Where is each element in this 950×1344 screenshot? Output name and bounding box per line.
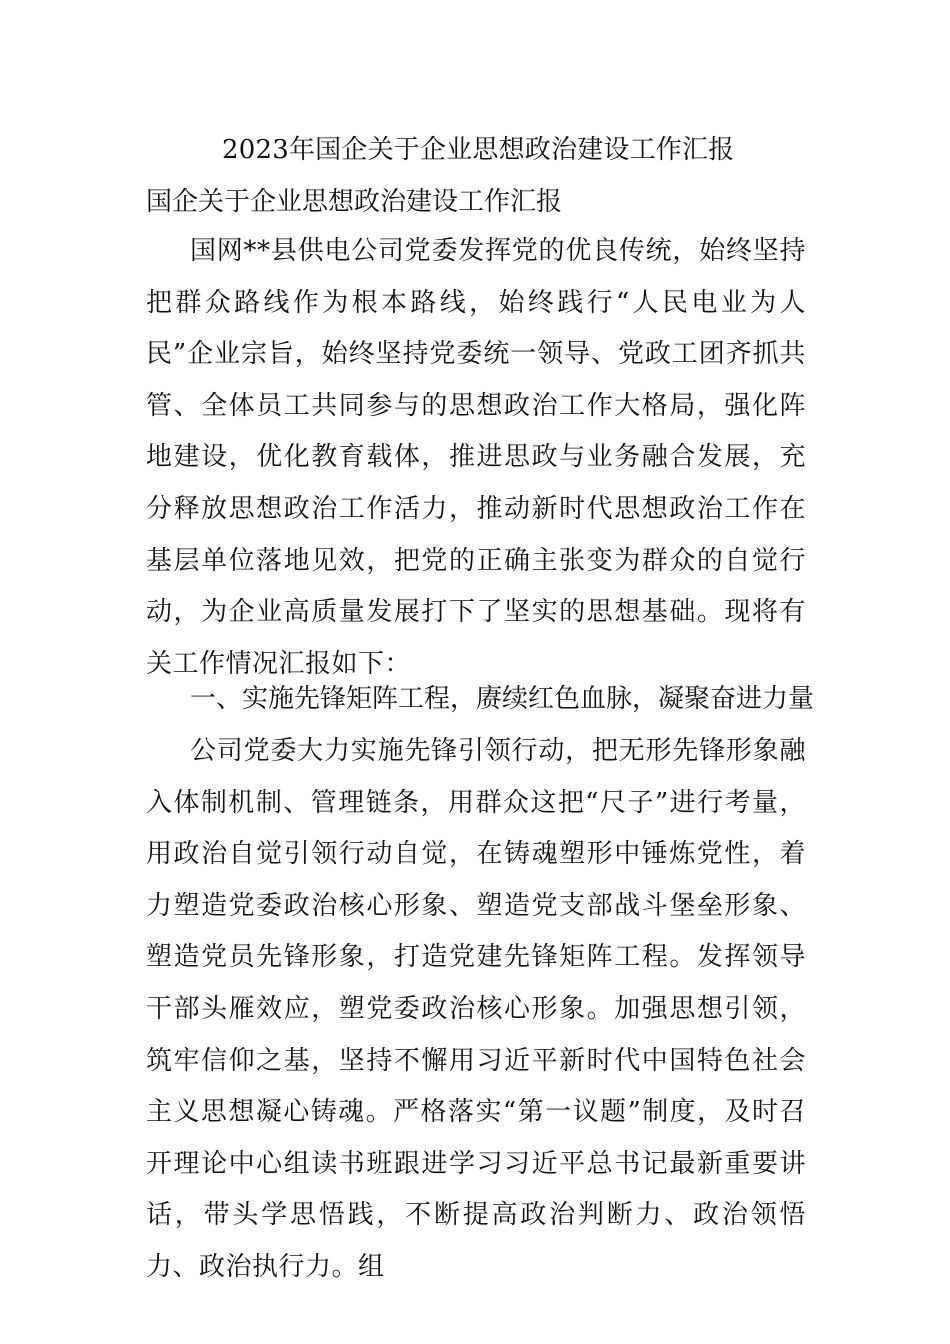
paragraph-section-1: 公司党委大力实施先锋引领行动，把无形先锋形象融入体制机制、管理链条，用群众这把“尺子”进行考量，用政治自觉引领行动自觉，在铸魂塑形中锤炼党性，着力塑造党委政治核心形象、塑造党支部战斗堡垒形象、塑造党员先锋形象，打造党建先锋矩阵工程。发挥领导干部头雁效应，塑党委政治核心形象。加强思想引领，筑牢信仰之基，坚持不懈用习近平新时代中国特色社会主义思想凝心铸魂。严格落实“第一议题”制度，及时召开理论中心组读书班跟进学习习近平总书记最新重要讲话，带头学思悟践，不断提高政治判断力、政治领悟力、政治执行力。组 [146,736,806,1282]
paragraph-intro: 国网**县供电公司党委发挥党的优良传统，始终坚持把群众路线作为根本路线，始终践行“人民电业为人民”企业宗旨，始终坚持党委统一领导、党政工团齐抓共管、全体员工共同参与的思想政治工作大格局，强化阵地建设，优化教育载体，推进思政与业务融合发展，充分释放思想政治工作活力，推动新时代思想政治工作在基层单位落地见效，把党的正确主张变为群众的自觉行动，为企业高质量发展打下了坚实的思想基础。现将有关工作情况汇报如下： [146,236,806,679]
document-title: 2023年国企关于企业思想政治建设工作汇报 [222,135,735,165]
section-heading-1: 一、实施先锋矩阵工程，赓续红色血脉，凝聚奋进力量 [190,684,815,714]
document-subtitle: 国企关于企业思想政治建设工作汇报 [146,187,563,217]
